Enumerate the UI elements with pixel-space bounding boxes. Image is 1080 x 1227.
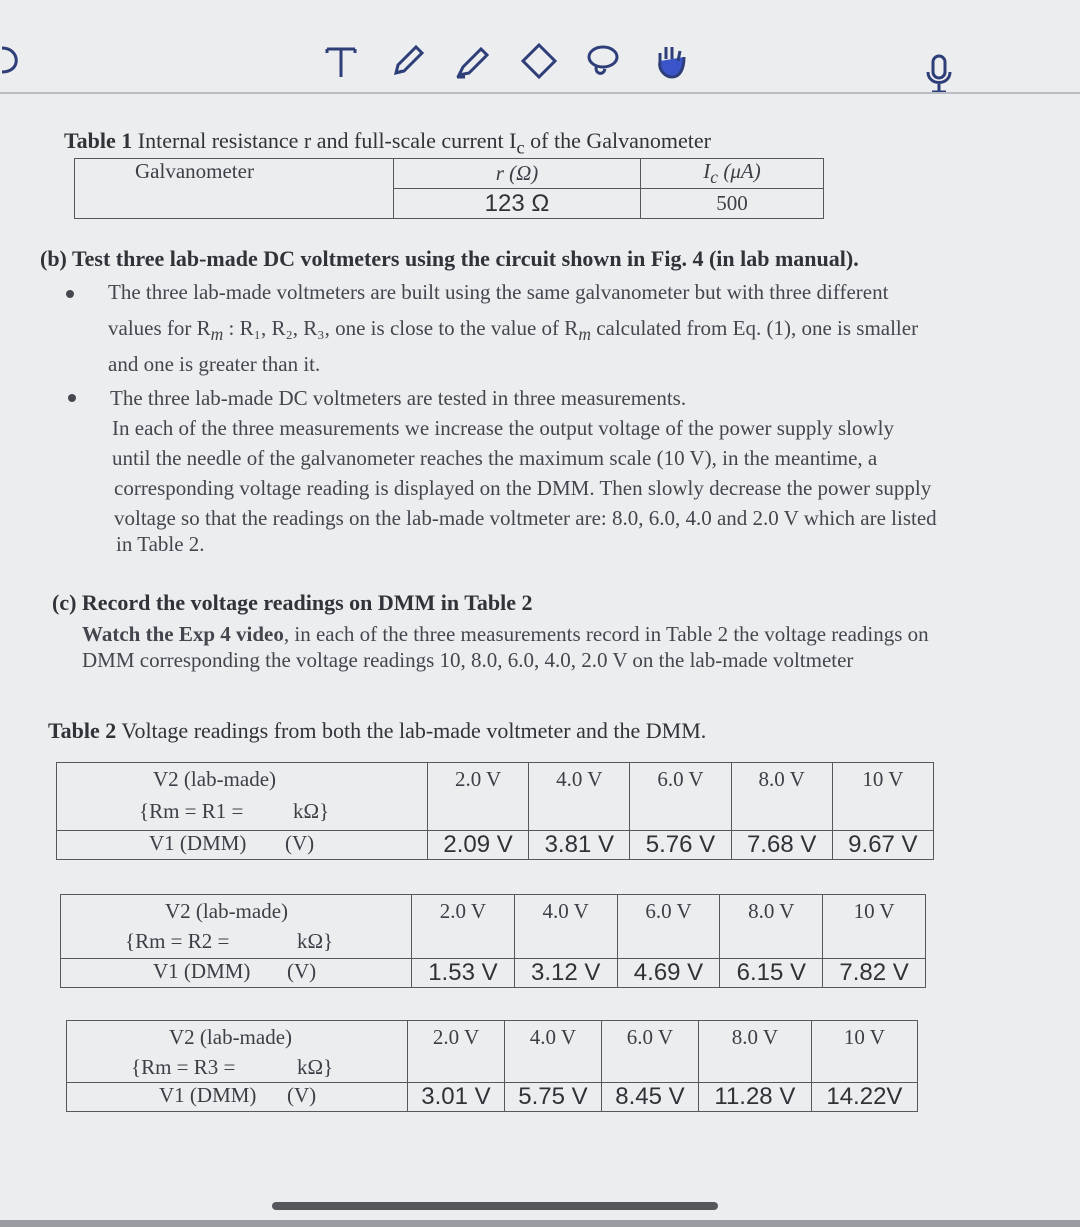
- lab-value: 2.0 V: [428, 763, 529, 831]
- v1-label-cell: [61, 959, 412, 988]
- kohm-unit: kΩ}: [297, 1055, 334, 1079]
- bullet-1: [66, 290, 74, 298]
- bullet2-line4: corresponding voltage reading is displayed on the DMM. Then slowly decrease the power supply: [114, 476, 932, 500]
- pen-icon[interactable]: [385, 38, 431, 84]
- ic-value: 500: [641, 189, 824, 219]
- bottom-edge: [0, 1220, 1080, 1227]
- toolbar-divider: [0, 92, 1080, 94]
- measurement-table-3: [66, 1020, 918, 1112]
- section-c-line1: Watch the Exp 4 video, in each of the three measurements record in Table 2 the voltage readings on: [82, 622, 929, 646]
- bullet1-line3: and one is greater than it.: [108, 352, 321, 376]
- dmm-value: 4.69 V: [617, 959, 720, 988]
- bullet2-line5: voltage so that the readings on the lab-made voltmeter are: 8.0, 6.0, 4.0 and 2.0 V which are listed: [114, 506, 937, 530]
- galvanometer-cell: Galvanometer: [75, 159, 394, 219]
- dmm-value: 7.68 V: [731, 831, 832, 860]
- lab-value: 8.0 V: [698, 1021, 811, 1083]
- lab-value: 10 V: [832, 763, 933, 831]
- bullet2-line6: in Table 2.: [116, 532, 205, 556]
- home-gesture-bar[interactable]: [272, 1202, 718, 1210]
- v2-label-cell: [61, 895, 412, 959]
- section-c-line2: DMM corresponding the voltage readings 10, 8.0, 6.0, 4.0, 2.0 V on the lab-made voltmeter: [82, 648, 854, 672]
- kohm-unit: kΩ}: [297, 929, 334, 953]
- text-tool-icon[interactable]: [318, 38, 364, 84]
- hand-icon[interactable]: [647, 38, 693, 84]
- bullet2-line1: The three lab-made DC voltmeters are tested in three measurements.: [110, 386, 687, 410]
- v-unit: (V): [285, 831, 315, 855]
- bullet-2: [68, 394, 76, 402]
- v2-label-cell: [67, 1021, 408, 1083]
- dmm-value: 8.45 V: [601, 1083, 698, 1112]
- microphone-icon[interactable]: [922, 52, 956, 94]
- lab-value: 2.0 V: [408, 1021, 505, 1083]
- dmm-value: 14.22V: [811, 1083, 917, 1112]
- v1-label: V1 (DMM): [153, 959, 251, 983]
- dmm-value: 3.01 V: [408, 1083, 505, 1112]
- dmm-value: 6.15 V: [720, 959, 823, 988]
- lab-value: 10 V: [811, 1021, 917, 1083]
- lab-value: 6.0 V: [617, 895, 720, 959]
- lab-value: 8.0 V: [720, 895, 823, 959]
- measurement-table-1: [56, 762, 934, 860]
- bullet2-line2: In each of the three measurements we increase the output voltage of the power supply slowly: [112, 416, 894, 440]
- lasso-icon[interactable]: [580, 38, 626, 84]
- rm-label: {Rm = R1 =: [139, 799, 244, 823]
- kohm-unit: kΩ}: [293, 799, 330, 823]
- table2-caption: Table 2 Voltage readings from both the lab-made voltmeter and the DMM.: [48, 718, 707, 743]
- dmm-value: 1.53 V: [412, 959, 515, 988]
- v1-label-cell: [57, 831, 428, 860]
- v-unit: (V): [287, 1083, 317, 1107]
- measurement-table-2: [60, 894, 926, 988]
- v-unit: (V): [287, 959, 317, 983]
- dmm-value: 9.67 V: [832, 831, 933, 860]
- lab-value: 4.0 V: [504, 1021, 601, 1083]
- dmm-value: 7.82 V: [823, 959, 926, 988]
- v1-label-cell: [67, 1083, 408, 1112]
- dmm-value: 3.12 V: [514, 959, 617, 988]
- section-c-heading: (c) Record the voltage readings on DMM in Table 2: [52, 590, 533, 615]
- lab-value: 4.0 V: [529, 763, 630, 831]
- v2-label: V2 (lab-made): [169, 1025, 293, 1049]
- v2-label: V2 (lab-made): [165, 899, 289, 923]
- lab-value: 6.0 V: [630, 763, 731, 831]
- section-b-heading: (b) Test three lab-made DC voltmeters using the circuit shown in Fig. 4 (in lab manual).: [40, 246, 859, 271]
- dmm-value: 11.28 V: [698, 1083, 811, 1112]
- table1-caption: Table 1 Internal resistance r and full-scale current $I_c$ of the Galvanometer: [64, 128, 711, 158]
- lab-value: 6.0 V: [601, 1021, 698, 1083]
- bullet1-line2: values for $R_m$ : R₁, R₂, R₃, one is close to the value of $R_m$ calculated from Eq. (1), one is smaller: [108, 316, 919, 345]
- back-icon[interactable]: [0, 40, 26, 80]
- lab-value: 4.0 V: [514, 895, 617, 959]
- rm-label: {Rm = R3 =: [131, 1055, 236, 1079]
- bullet2-line3: until the needle of the galvanometer reaches the maximum scale (10 V), in the meantime, a: [112, 446, 878, 470]
- ic-header: $I_c$ (μA): [641, 159, 824, 189]
- table1: [74, 158, 824, 219]
- dmm-value: 5.75 V: [504, 1083, 601, 1112]
- r-header: r (Ω): [394, 159, 641, 189]
- v2-label-cell: [57, 763, 428, 831]
- highlighter-icon[interactable]: [450, 38, 496, 84]
- v1-label: V1 (DMM): [149, 831, 247, 855]
- r-value: 123 Ω: [394, 189, 641, 219]
- dmm-value: 3.81 V: [529, 831, 630, 860]
- rm-label: {Rm = R2 =: [125, 929, 230, 953]
- v2-label: V2 (lab-made): [153, 767, 277, 791]
- bullet1-line1: The three lab-made voltmeters are built using the same galvanometer but with three different: [108, 280, 889, 304]
- dmm-value: 5.76 V: [630, 831, 731, 860]
- eraser-icon[interactable]: [516, 38, 562, 84]
- lab-value: 8.0 V: [731, 763, 832, 831]
- dmm-value: 2.09 V: [428, 831, 529, 860]
- lab-value: 10 V: [823, 895, 926, 959]
- v1-label: V1 (DMM): [159, 1083, 257, 1107]
- lab-value: 2.0 V: [412, 895, 515, 959]
